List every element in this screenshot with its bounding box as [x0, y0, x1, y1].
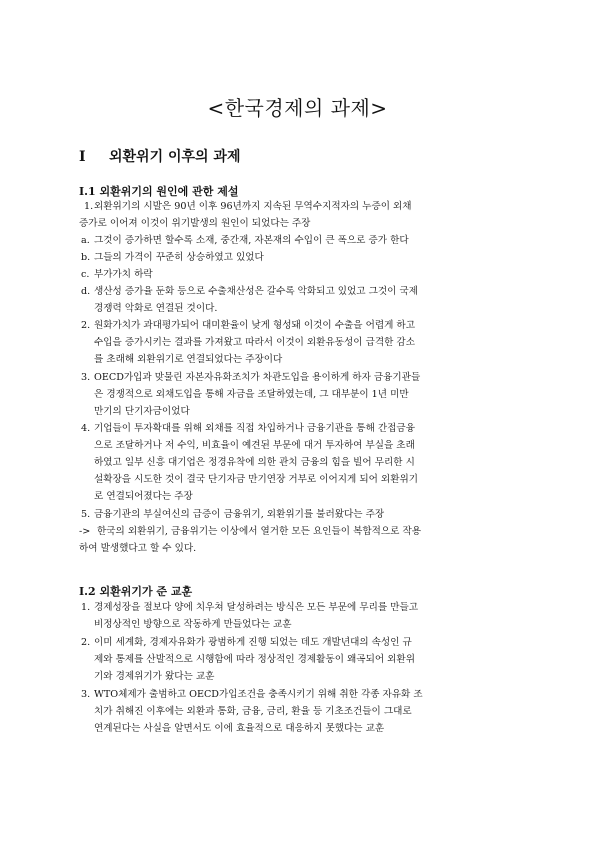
text-line: 이미 세계화, 경제자유화가 광범하게 진행 되었는 데도 개발년대의 속성인 규 — [94, 637, 412, 648]
text-line: 그것이 증가하면 할수록 소재, 중간재, 자본재의 수입이 큰 폭으로 증가 한다 — [94, 235, 409, 246]
list-marker: 3. — [81, 689, 91, 700]
text-line: 금융기관의 부실여신의 급증이 금융위기, 외환위기를 불러왔다는 주장 — [94, 509, 385, 520]
list-marker: a. — [81, 235, 90, 246]
list-marker: 2. — [81, 320, 91, 331]
list-marker: d. — [81, 286, 91, 297]
text-line: 한국의 외환위기, 금융위기는 이상에서 열거한 모든 요인들이 복합적으로 작용 — [97, 526, 422, 537]
text-line: 수입을 증가시키는 결과를 가져왔고 따라서 이것이 외환유동성이 급격한 감소 — [94, 337, 415, 348]
arrow-marker: -> — [79, 526, 91, 537]
chapter-number: Ⅰ — [79, 149, 86, 165]
text-line: 만기의 단기자금이었다 — [94, 406, 190, 417]
text-line: 연계된다는 사실을 알면서도 이에 효율적으로 대응하지 못했다는 교훈 — [94, 723, 385, 734]
text-line: 치가 취해진 이후에는 외환과 통화, 금융, 금리, 환율 등 기초조건들이 그대로 — [94, 706, 412, 717]
list-marker: 3. — [81, 372, 91, 383]
section-heading-2: Ⅰ.2 외환위기가 준 교훈 — [79, 585, 193, 598]
text-line: 은 경쟁적으로 외채도입을 통해 자금을 조달하였는데, 그 대부분이 1년 미만 — [94, 389, 409, 400]
list-marker: c. — [81, 269, 90, 280]
text-line: 비정상적인 방향으로 작동하게 만들었다는 교훈 — [94, 619, 292, 630]
text-line: 하였고 일부 신흥 대기업은 정경유착에 의한 관치 금융의 힘을 빌어 무리한 시 — [94, 457, 415, 468]
chapter-title: 외환위기 이후의 과제 — [109, 149, 241, 165]
list-marker: 5. — [81, 509, 91, 520]
text-line: 기업들이 투자확대를 위해 외채를 직접 차입하거나 금융기관을 통해 간접금융 — [94, 423, 415, 434]
text-line: 기와 경제위기가 왔다는 교훈 — [94, 671, 215, 682]
text-line: 부가가치 하락 — [94, 269, 153, 280]
text-line: 으로 조달하거나 저 수익, 비효율이 예견된 부문에 대거 투자하여 부실을 초래 — [94, 440, 415, 451]
chapter-heading — [79, 146, 240, 166]
list-marker: b. — [81, 252, 91, 263]
text-line: 를 초래해 외환위기로 연결되었다는 주장이다 — [94, 354, 283, 365]
document-title: <한국경제의 과제> — [207, 96, 388, 120]
text-line: 외환위기의 시발은 90년 이후 96년까지 지속된 무역수지적자의 누증이 외채 — [94, 201, 412, 212]
text-line: 원화가치가 과대평가되어 대미환율이 낮게 형성돼 이것이 수출을 어렵게 하고 — [94, 320, 415, 331]
list-marker: 1. — [84, 201, 94, 212]
text-line: 생산성 증가율 둔화 등으로 수출채산성은 갈수록 악화되고 있었고 그것이 국제 — [94, 286, 419, 297]
section-heading-1: Ⅰ.1 외환위기의 원인에 관한 제설 — [79, 185, 239, 198]
text-line: 증가로 이어져 이것이 위기발생의 원인이 되었다는 주장 — [79, 218, 311, 229]
text-line: OECD가입과 맞물린 자본자유화조치가 차관도입을 용이하게 하자 금융기관들 — [94, 372, 421, 383]
list-marker: 2. — [81, 637, 91, 648]
text-line: WTO체제가 출범하고 OECD가입조건을 충족시키기 위해 취한 각종 자유화 조 — [94, 689, 423, 700]
text-line: 로 연결되어졌다는 주장 — [94, 491, 193, 502]
text-line: 제와 통제를 산발적으로 시행함에 따라 정상적인 경제활동이 왜곡되어 외환위 — [94, 654, 415, 665]
text-line: 하여 발생했다고 할 수 있다. — [79, 543, 197, 554]
list-marker: 4. — [81, 423, 91, 434]
list-marker: 1. — [81, 602, 91, 613]
text-line: 설확장을 시도한 것이 결국 단기자금 만기연장 거부로 이어지게 되어 외환위기 — [94, 474, 419, 485]
text-line: 경쟁력 악화로 연결된 것이다. — [94, 303, 218, 314]
text-line: 경제성장을 절보다 양에 치우쳐 달성하려는 방식은 모든 부문에 무리를 만들고 — [94, 602, 419, 613]
text-line: 그들의 가격이 꾸준히 상승하였고 있었다 — [94, 252, 264, 263]
